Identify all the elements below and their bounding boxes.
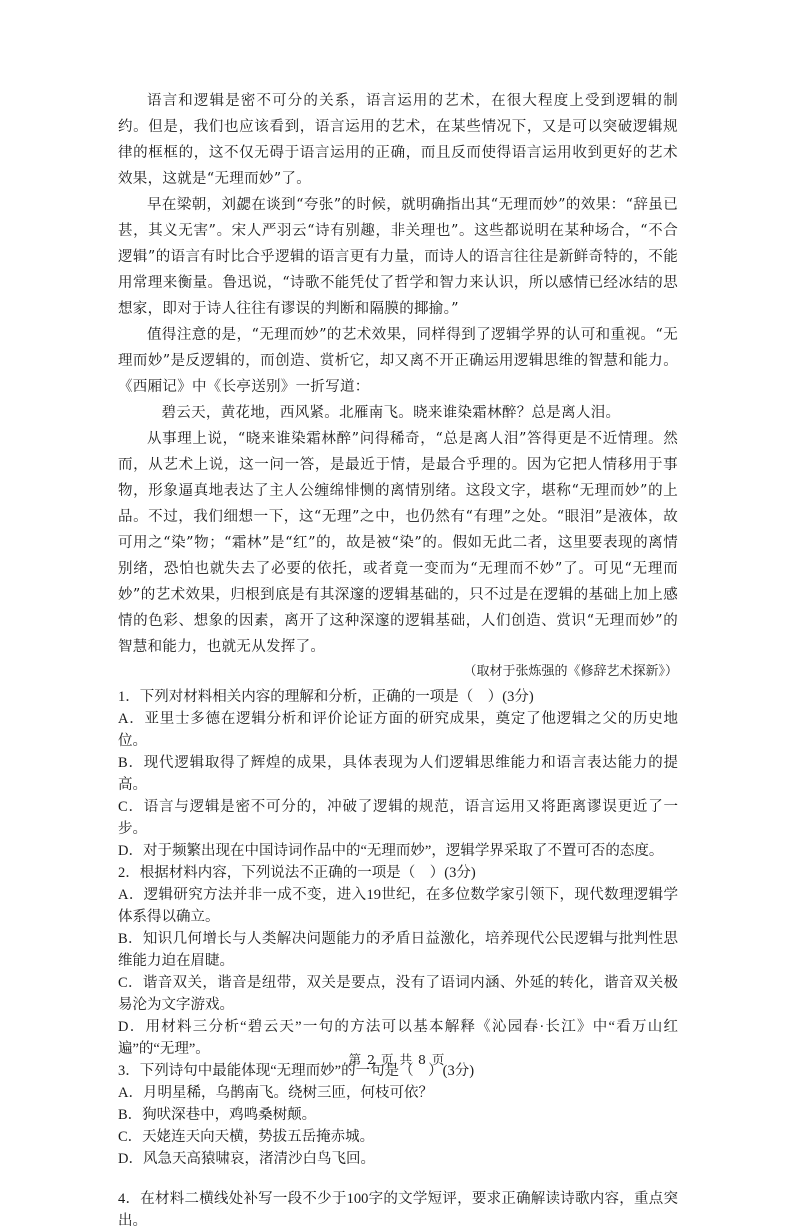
question-stem: 1．下列对材料相关内容的理解和分析，正确的一项是（ ）(3分) bbox=[118, 689, 534, 705]
question-stem: 4．在材料二横线处补写一段不少于100字的文学短评，要求正确解读诗歌内容，重点突出。 bbox=[118, 1191, 678, 1229]
question-stem: 3．下列诗句中最能体现“无理而妙”的一句是（ ）(3分) bbox=[118, 1063, 475, 1079]
passage-poem-quote: 碧云天，黄花地，西风紧。北雁南飞。晓来谁染霜林醉？总是离人泪。 bbox=[161, 405, 621, 421]
passage-source: （取材于张炼强的《修辞艺术探新》） bbox=[463, 664, 678, 679]
reading-passage bbox=[118, 88, 678, 684]
question-list bbox=[118, 686, 678, 1232]
question-option: B．狗吠深巷中，鸡鸣桑树颠。 bbox=[118, 1107, 317, 1123]
question-option: D．风急天高猿啸哀，渚清沙白鸟飞回。 bbox=[118, 1151, 375, 1167]
passage-paragraph-3: 值得注意的是，“无理而妙”的艺术效果，同样得到了逻辑学界的认可和重视。“无理而妙”是反逻辑的，而创造、赏析它，却又离不开正确运用逻辑思维的智慧和能力。《西厢记》中《长亭送别》一折写道： bbox=[118, 327, 678, 395]
question-option: B．现代逻辑取得了辉煌的成果，具体表现为人们逻辑思维能力和语言表达能力的提高。 bbox=[118, 755, 678, 793]
question-1 bbox=[118, 686, 678, 862]
question-3 bbox=[118, 1060, 678, 1170]
page-number-footer: 第 2 页 共 8 页 bbox=[348, 1052, 446, 1067]
question-option: B．知识几何增长与人类解决问题能力的矛盾日益激化，培养现代公民逻辑与批判性思维能力迫在眉睫。 bbox=[118, 931, 678, 969]
passage-paragraph-1: 语言和逻辑是密不可分的关系，语言运用的艺术，在很大程度上受到逻辑的制约。但是，我们也应该看到，语言运用的艺术，在某些情况下，又是可以突破逻辑规律的框框的，这不仅无碍于语言运用的正确，而且反而使得语言运用收到更好的艺术效果，这就是“无理而妙”了。 bbox=[118, 93, 678, 187]
question-option: C．语言与逻辑是密不可分的，冲破了逻辑的规范，语言运用又将距离谬误更近了一步。 bbox=[118, 799, 678, 837]
passage-paragraph-2: 早在梁朝，刘勰在谈到“夸张”的时候，就明确指出其“无理而妙”的效果：“辞虽已甚，其义无害”。宋人严羽云“诗有别趣，非关理也”。这些都说明在某种场合，“不合逻辑”的语言有时比合乎逻辑的语言更有力量，而诗人的语言往往是新鲜奇特的，不能用常理来衡量。鲁迅说，“诗歌不能凭仗了哲学和智力来认识，所以感情已经冰结的思想家，即对于诗人往往有谬误的判断和隔膜的揶揄。” bbox=[118, 197, 678, 317]
question-option: A．月明星稀，乌鹊南飞。绕树三匝，何枝可依？ bbox=[118, 1085, 433, 1101]
question-option: A．亚里士多德在逻辑分析和评价论证方面的研究成果，奠定了他逻辑之父的历史地位。 bbox=[118, 711, 678, 749]
question-option: D．用材料三分析“碧云天”一句的方法可以基本解释《沁园春·长江》中“看万山红遍”的“无理”。 bbox=[118, 1019, 678, 1057]
passage-paragraph-4: 从事理上说，“晓来谁染霜林醉”问得稀奇，“总是离人泪”答得更是不近情理。然而，从艺术上说，这一问一答，是最近于情，是最合乎理的。因为它把人情移用于事物，形象逼真地表达了主人公缠绵悱恻的离情别绪。这段文字，堪称“无理而妙”的上品。不过，我们细想一下，这“无理”之中，也仍然有“有理”之处。“眼泪”是液体，故可用之“染”物；“霜林”是“红”的，故是被“染”的。假如无此二者，这里要表现的离情别绪，恐怕也就失去了必要的依托，或者竟一变而为“无理而不妙”了。可见“无理而妙”的艺术效果，归根到底是有其深邃的逻辑基础的，只不过是在逻辑的基础上加上感情的色彩、想象的因素，离开了这种深邃的逻辑基础，人们创造、赏识“无理而妙”的智慧和能力，也就无从发挥了。 bbox=[118, 431, 678, 655]
question-stem: 2．根据材料内容，下列说法不正确的一项是（ ）(3分) bbox=[118, 865, 476, 881]
question-option: C．谐音双关，谐音是纽带，双关是要点，没有了语词内涵、外延的转化，谐音双关极易沦为文字游戏。 bbox=[118, 975, 678, 1013]
question-option: D．对于频繁出现在中国诗词作品中的“无理而妙”，逻辑学界采取了不置可否的态度。 bbox=[118, 843, 664, 859]
question-2 bbox=[118, 862, 678, 1060]
question-option: C．天姥连天向天横，势拔五岳掩赤城。 bbox=[118, 1129, 375, 1145]
spacer bbox=[118, 1170, 678, 1188]
question-4 bbox=[118, 1188, 678, 1232]
question-option: A．逻辑研究方法并非一成不变，进入19世纪，在多位数学家引领下，现代数理逻辑学体系得以确立。 bbox=[118, 887, 678, 925]
